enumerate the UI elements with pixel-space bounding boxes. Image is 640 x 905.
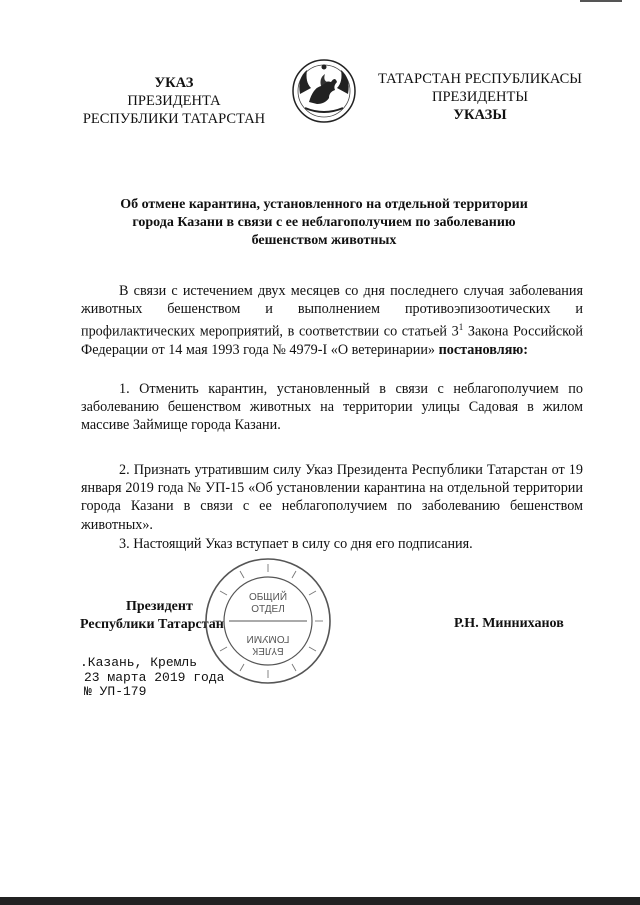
header-russian xyxy=(74,74,274,128)
item-3-text: 3. Настоящий Указ вступает в силу со дня его подписания. xyxy=(119,536,473,552)
scan-top-mark xyxy=(580,0,622,2)
header-tatar xyxy=(370,70,590,124)
footer-place: .Казань, Кремль xyxy=(80,655,198,670)
preamble-text2: Закона Российской Федерации от 14 мая 1993 года № 4979-I «О ветеринарии» xyxy=(81,324,583,359)
preamble-text: В связи с истечением двух месяцев со дня последнего случая заболевания животных бешенством и выполнением противоэпизоотических и профилактических мероприятий, в соответствии со статьей 3 xyxy=(81,283,583,341)
stamp-line1: ОБЩИЙ xyxy=(248,592,288,603)
header-tt-line3: УКАЗЫ xyxy=(453,107,507,123)
decree-footer xyxy=(80,656,224,700)
scan-bottom-bar xyxy=(0,897,640,905)
coat-of-arms-icon xyxy=(291,58,357,124)
position-line1: Президент xyxy=(126,599,193,614)
stamp-line4: БҮЛЕК xyxy=(252,645,284,656)
header-ru-line2: ПРЕЗИДЕНТА xyxy=(127,93,221,109)
footer-number: № УП-179 xyxy=(84,684,147,699)
item-1 xyxy=(81,380,583,435)
item-3 xyxy=(81,535,583,553)
article-superscript: 1 xyxy=(458,322,464,333)
title-line2: города Казани в связи с ее неблагополучием по заболеванию xyxy=(132,215,516,230)
decree-title xyxy=(104,196,544,250)
position-line2: Республики Татарстан xyxy=(80,617,224,632)
header-ru-line3: РЕСПУБЛИКИ ТАТАРСТАН xyxy=(82,111,266,127)
preamble-paragraph xyxy=(81,282,583,360)
item-2-text: 2. Признать утратившим силу Указ Президента Республики Татарстан от 19 января 2019 года № УП-15 «Об установлении карантина на отдельной территории города Казани в связи с ее неблагополучием по заболеванию бешенством животных». xyxy=(81,462,583,533)
header-tt-line2: ПРЕЗИДЕНТЫ xyxy=(431,89,529,105)
signatory-name: Р.Н. Минниханов xyxy=(454,616,564,631)
item-2 xyxy=(81,461,583,534)
header-tt-line1: ТАТАРСТАН РЕСПУБЛИКАСЫ xyxy=(378,71,582,87)
decree-word: постановляю: xyxy=(438,342,528,359)
stamp-line2: ОТДЕЛ xyxy=(251,604,285,615)
stamp-line3: ГОМУМИ xyxy=(246,633,290,644)
item-1-text: 1. Отменить карантин, установленный в связи с неблагополучием по заболеванию бешенством животных на территории улицы Садовая в жилом массиве Займище города Казани. xyxy=(81,381,583,434)
footer-date: 23 марта 2019 года xyxy=(84,669,225,685)
header-ru-line1: УКАЗ xyxy=(154,75,194,91)
title-line1: Об отмене карантина, установленного на отдельной территории xyxy=(120,197,528,212)
title-line3: бешенством животных xyxy=(251,233,397,248)
